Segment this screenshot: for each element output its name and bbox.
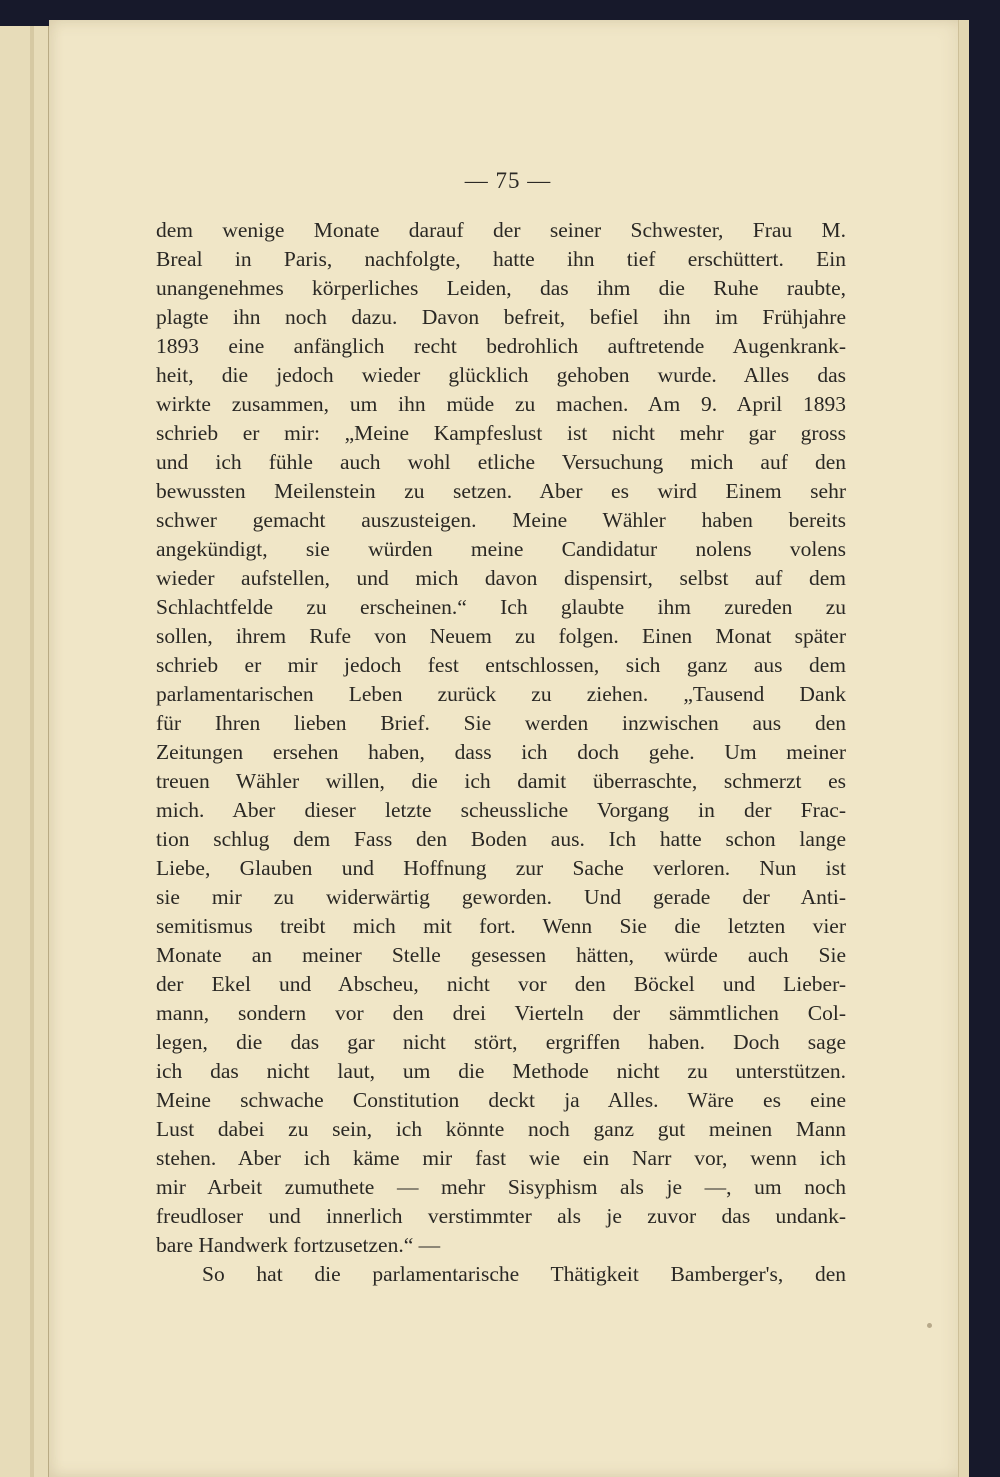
text-line: schrieb er mir: „Meine Kampfeslust ist nicht mehr gar gross <box>156 421 846 445</box>
text-line: und ich fühle auch wohl etliche Versuchung mich auf den <box>156 450 846 474</box>
body-text <box>156 216 846 1289</box>
facing-page-edge <box>0 26 49 1477</box>
text-line: Liebe, Glauben und Hoffnung zur Sache verloren. Nun ist <box>156 856 846 880</box>
text-line: schrieb er mir jedoch fest entschlossen, sich ganz aus dem <box>156 653 846 677</box>
text-line: bare Handwerk fortzusetzen.“ — <box>156 1233 441 1257</box>
text-line: Lust dabei zu sein, ich könnte noch ganz gut meinen Mann <box>156 1117 846 1141</box>
page-edge <box>958 20 969 1477</box>
text-line: für Ihren lieben Brief. Sie werden inzwischen aus den <box>156 711 846 735</box>
text-line: wirkte zusammen, um ihn müde zu machen. Am 9. April 1893 <box>156 392 846 416</box>
text-line: stehen. Aber ich käme mir fast wie ein Narr vor, wenn ich <box>156 1146 846 1170</box>
text-line: Zeitungen ersehen haben, dass ich doch gehe. Um meiner <box>156 740 846 764</box>
text-line: plagte ihn noch dazu. Davon befreit, befiel ihn im Frühjahre <box>156 305 846 329</box>
text-line: bewussten Meilenstein zu setzen. Aber es wird Einem sehr <box>156 479 846 503</box>
text-line: parlamentarischen Leben zurück zu ziehen. „Tausend Dank <box>156 682 846 706</box>
text-line: semitismus treibt mich mit fort. Wenn Sie die letzten vier <box>156 914 846 938</box>
text-line: ich das nicht laut, um die Methode nicht zu unterstützen. <box>156 1059 846 1083</box>
text-line: wieder aufstellen, und mich davon dispensirt, selbst auf dem <box>156 566 846 590</box>
text-line: der Ekel und Abscheu, nicht vor den Böckel und Lieber- <box>156 972 846 996</box>
text-line: Breal in Paris, nachfolgte, hatte ihn tief erschüttert. Ein <box>156 247 846 271</box>
text-line-paragraph-start: So hat die parlamentarische Thätigkeit Bamberger's, den <box>202 1262 846 1286</box>
text-line: treuen Wähler willen, die ich damit überraschte, schmerzt es <box>156 769 846 793</box>
text-line: sie mir zu widerwärtig geworden. Und gerade der Anti- <box>156 885 846 909</box>
text-line: angekündigt, sie würden meine Candidatur nolens volens <box>156 537 846 561</box>
text-line: heit, die jedoch wieder glücklich gehoben wurde. Alles das <box>156 363 846 387</box>
text-line: mich. Aber dieser letzte scheussliche Vorgang in der Frac- <box>156 798 846 822</box>
text-line: dem wenige Monate darauf der seiner Schwester, Frau M. <box>156 218 846 242</box>
text-line: freudloser und innerlich verstimmter als je zuvor das undank- <box>156 1204 846 1228</box>
facing-page-fold <box>30 26 34 1477</box>
text-line: Schlachtfelde zu erscheinen.“ Ich glaubte ihm zureden zu <box>156 595 846 619</box>
text-line: 1893 eine anfänglich recht bedrohlich auftretende Augenkrank- <box>156 334 846 358</box>
text-line: sollen, ihrem Rufe von Neuem zu folgen. Einen Monat später <box>156 624 846 648</box>
text-line: tion schlug dem Fass den Boden aus. Ich hatte schon lange <box>156 827 846 851</box>
text-line: schwer gemacht auszusteigen. Meine Wähler haben bereits <box>156 508 846 532</box>
book-page <box>49 20 967 1477</box>
paper-speck <box>927 1323 932 1328</box>
text-line: mann, sondern vor den drei Vierteln der sämmtlichen Col- <box>156 1001 846 1025</box>
text-line: mir Arbeit zumuthete — mehr Sisyphism als je —, um noch <box>156 1175 846 1199</box>
page-number: — 75 — <box>464 168 552 193</box>
text-line: unangenehmes körperliches Leiden, das ihm die Ruhe raubte, <box>156 276 846 300</box>
text-line: legen, die das gar nicht stört, ergriffen haben. Doch sage <box>156 1030 846 1054</box>
text-line: Meine schwache Constitution deckt ja Alles. Wäre es eine <box>156 1088 846 1112</box>
text-line: Monate an meiner Stelle gesessen hätten, würde auch Sie <box>156 943 846 967</box>
